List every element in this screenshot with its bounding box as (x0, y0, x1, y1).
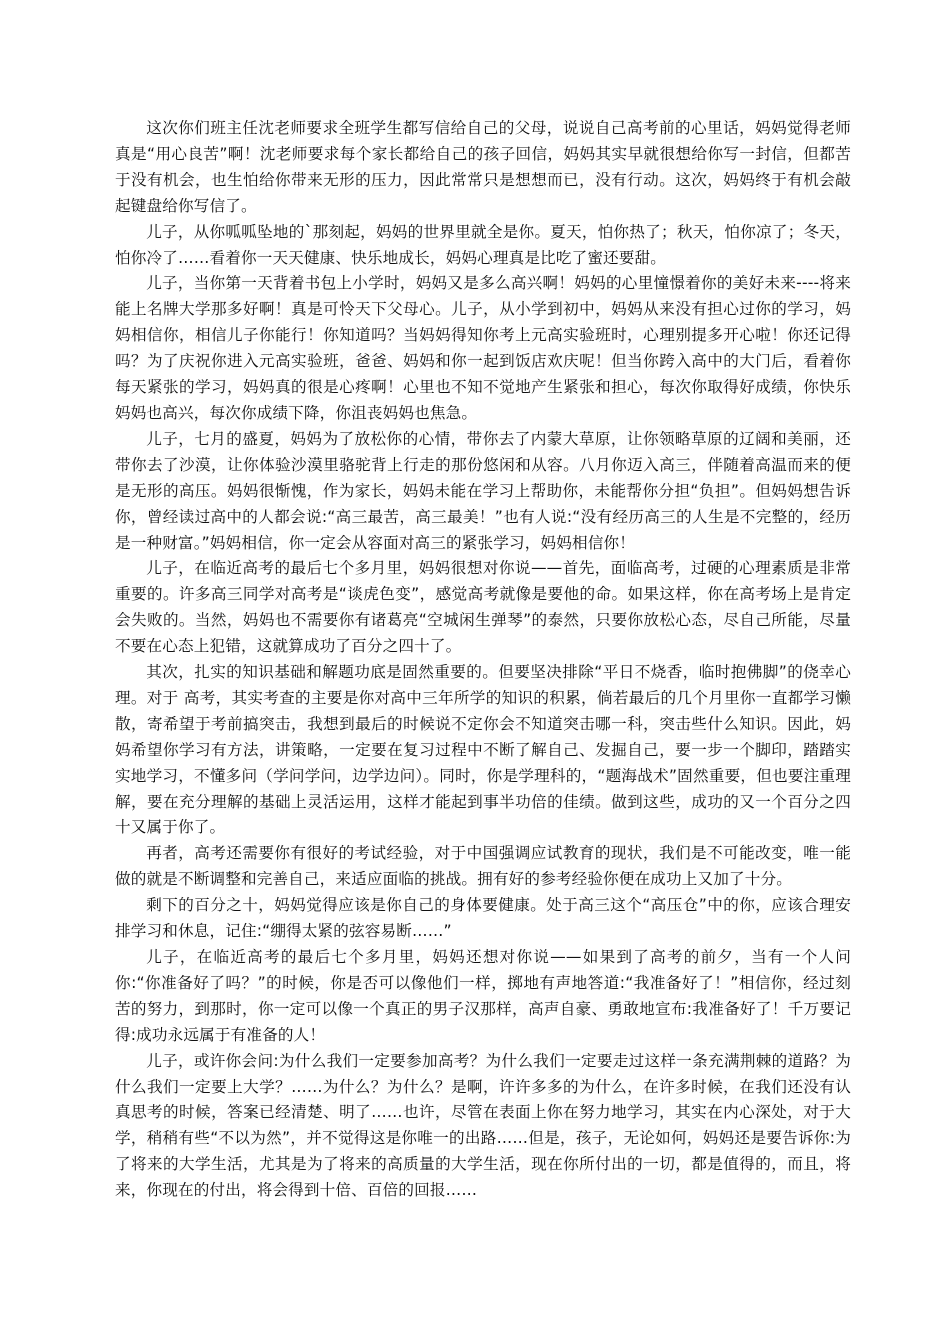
paragraph-9: 儿子，在临近高考的最后七个多月里，妈妈还想对你说——如果到了高考的前夕，当有一个人问你:“你准备好了吗？”的时候，你是否可以像他们一样，掷地有声地答道:“我准备好了！”相信你，经过刻苦的努力，到那时，你一定可以像一个真正的男子汉那样，高声自豪、勇敢地宣布:我准备好了！千万要记得:成功永远属于有准备的人！ (115, 948, 851, 1044)
paragraph-1: 这次你们班主任沈老师要求全班学生都写信给自己的父母，说说自己高考前的心里话，妈妈觉得老师真是“用心良苦”啊！沈老师要求每个家长都给自己的孩子回信，妈妈其实早就很想给你写一封信，但都苦于没有机会，也生怕给你带来无形的压力，因此常常只是想想而已，没有行动。这次，妈妈终于有机会敲起键盘给你写信了。 (115, 119, 851, 215)
paragraph-6: 其次，扎实的知识基础和解题功底是固然重要的。但要坚决排除“平日不烧香，临时抱佛脚”的侥幸心理。对于 高考，其实考查的主要是你对高中三年所学的知识的积累，倘若最后的几个月里你一直都学习懒散，寄希望于考前搞突击，我想到最后的时候说不定你会不知道突击哪一科，突击些什么知识。因此，妈妈希望你学习有方法，讲策略，一定要在复习过程中不断了解自己、发掘自己，要一步一个脚印，踏踏实实地学习，不懂多问（学问学问，边学边问）。同时，你是学理科的，“题海战术”固然重要，但也要注重理解，要在充分理解的基础上灵活运用，这样才能起到事半功倍的佳绩。做到这些，成功的又一个百分之四十又属于你了。 (115, 663, 851, 837)
letter-body (115, 116, 851, 1204)
paragraph-8: 剩下的百分之十，妈妈觉得应该是你自己的身体要健康。处于高三这个“高压仓”中的你，应该合理安排学习和休息，记住:“绷得太紧的弦容易断……” (115, 896, 851, 941)
paragraph-7: 再者，高考还需要你有很好的考试经验，对于中国强调应试教育的现状，我们是不可能改变，唯一能做的就是不断调整和完善自己，来适应面临的挑战。拥有好的参考经验你便在成功上又加了十分。 (115, 844, 851, 889)
paragraph-2: 儿子，从你呱呱坠地的`那刻起，妈妈的世界里就全是你。夏天，怕你热了；秋天，怕你凉了；冬天，怕你冷了……看着你一天天健康、快乐地成长，妈妈心理真是比吃了蜜还要甜。 (115, 222, 851, 267)
paragraph-5: 儿子，在临近高考的最后七个多月里，妈妈很想对你说——首先，面临高考，过硬的心理素质是非常重要的。许多高三同学对高考是“谈虎色变”，感觉高考就像是要他的命。如果这样，你在高考场上是肯定会失败的。当然，妈妈也不需要你有诸葛亮“空城闲生弹琴”的泰然，只要你放松心态，尽自己所能，尽量不要在心态上犯错，这就算成功了百分之四十了。 (115, 559, 851, 656)
paragraph-3: 儿子，当你第一天背着书包上小学时，妈妈又是多么高兴啊！妈妈的心里憧憬着你的美好未来----将来能上名牌大学那多好啊！真是可怜天下父母心。儿子，从小学到初中，妈妈从来没有担心过你的学习，妈妈相信你，相信儿子你能行！你知道吗？当妈妈得知你考上元高实验班时，心理别提多开心啦！你还记得吗？为了庆祝你进入元高实验班，爸爸、妈妈和你一起到饭店欢庆呢！但当你跨入高中的大门后，看着你每天紧张的学习，妈妈真的很是心疼啊！心里也不知不觉地产生紧张和担心，每次你取得好成绩，你快乐妈妈也高兴，每次你成绩下降，你沮丧妈妈也焦急。 (115, 274, 851, 422)
paragraph-4: 儿子，七月的盛夏，妈妈为了放松你的心情，带你去了内蒙大草原，让你领略草原的辽阔和美丽，还带你去了沙漠，让你体验沙漠里骆驼背上行走的那份悠闲和从容。八月你迈入高三，伴随着高温而来的便是无形的高压。妈妈很惭愧，作为家长，妈妈未能在学习上帮助你，未能帮你分担“负担”。但妈妈想告诉你，曾经读过高中的人都会说:“高三最苦，高三最美！”也有人说:“没有经历高三的人生是不完整的，经历是一种财富。”妈妈相信，你一定会从容面对高三的紧张学习，妈妈相信你！ (115, 429, 851, 552)
paragraph-10: 儿子，或许你会问:为什么我们一定要参加高考？为什么我们一定要走过这样一条充满荆棘的道路？为什么我们一定要上大学？……为什么？为什么？是啊，许许多多的为什么，在许多时候，在我们还没有认真思考的时候，答案已经清楚、明了……也许，尽管在表面上你在努力地学习，其实在内心深处，对于大学，稍稍有些“不以为然”，并不觉得这是你唯一的出路……但是，孩子，无论如何，妈妈还是要告诉你:为了将来的大学生活，尤其是为了将来的高质量的大学生活，现在你所付出的一切，都是值得的，而且，将来，你现在的付出，将会得到十倍、百倍的回报…… (115, 1051, 851, 1200)
